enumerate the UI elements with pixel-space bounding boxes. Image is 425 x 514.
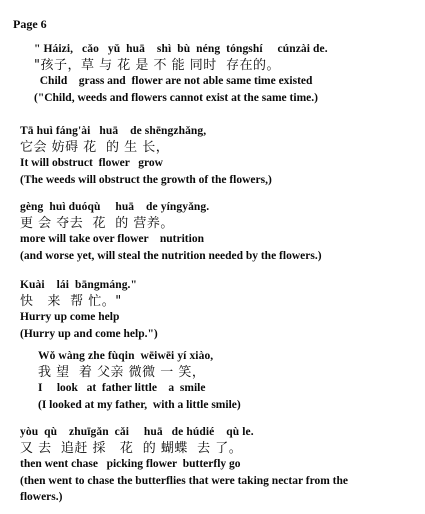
- translation-line: ("Child, weeds and flowers cannot exist at the same time.): [34, 92, 318, 104]
- translation-line: (I looked at my father, with a little smile): [38, 399, 241, 411]
- pinyin-line: gèng huì duóqù huā de yíngyǎng.: [20, 201, 210, 213]
- hanzi-line: "孩子，草 与 花 是 不 能 同时 存在的。: [34, 58, 281, 73]
- translation-line: (The weeds will obstruct the growth of the flowers,): [20, 174, 272, 186]
- pinyin-line: " Háizi, cǎo yǔ huā shì bù néng tóngshí cúnzài de.: [34, 43, 328, 55]
- gloss-line: Hurry up come help: [20, 311, 120, 323]
- page-number: Page 6: [13, 17, 47, 31]
- hanzi-line: 快 来 帮 忙。": [20, 294, 122, 309]
- pinyin-line: Wǒ wàng zhe fùqin wēiwēi yí xiào,: [38, 350, 214, 362]
- hanzi-line: 它会 妨碍 花 的 生 长，: [20, 140, 170, 155]
- pinyin-line: Tā huì fáng'ài huā de shēngzhǎng,: [20, 125, 207, 137]
- translation-line-continued: flowers.): [20, 491, 63, 503]
- gloss-line: more will take over flower nutrition: [20, 233, 204, 245]
- gloss-line: I look at father little a smile: [38, 382, 206, 394]
- translation-line: (Hurry up and come help."): [20, 328, 158, 340]
- hanzi-line: 我 望 着 父亲 微微 一 笑，: [38, 365, 206, 380]
- gloss-line: then went chase picking flower butterfly go: [20, 458, 241, 470]
- translation-line: (then went to chase the butterflies that were taking nectar from the: [20, 475, 349, 487]
- pinyin-line: yòu qù zhuīgǎn cǎi huā de húdié qù le.: [20, 426, 254, 438]
- pinyin-line: Kuài lái bāngmáng.": [20, 279, 138, 291]
- translation-line: (and worse yet, will steal the nutrition needed by the flowers.): [20, 250, 322, 262]
- hanzi-line: 又 去 追赶 採 花 的 蝴蝶 去 了。: [20, 441, 243, 456]
- gloss-line: It will obstruct flower grow: [20, 157, 163, 169]
- gloss-line: Child grass and flower are not able same time existed: [34, 75, 313, 87]
- hanzi-line: 更 会 夺去 花 的 营养。: [20, 216, 174, 231]
